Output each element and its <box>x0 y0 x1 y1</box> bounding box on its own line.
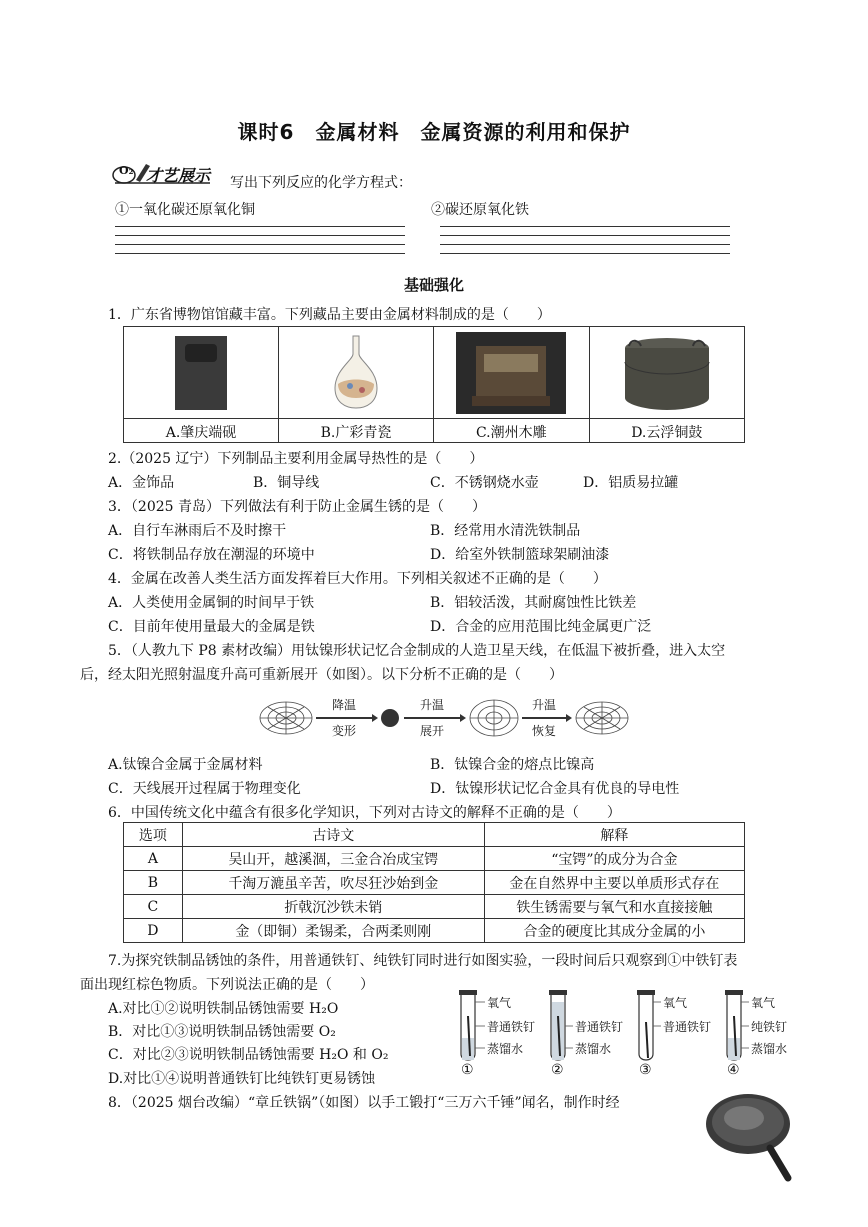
q2-option-a: A．金饰品 <box>108 475 175 491</box>
q6-cell: 铁生锈需要与氧气和水直接接触 <box>484 895 744 919</box>
q2-option-d: D．铝质易拉罐 <box>583 475 679 491</box>
badge-text: 才艺展示 <box>146 166 211 185</box>
q6-stem: 6．中国传统文化中蕴含有很多化学知识，下列对古诗文的解释不正确的是（ ） <box>108 805 621 821</box>
tube3-label-oxygen: 氧气 <box>663 996 688 1010</box>
q1-option-a: A.肇庆端砚 <box>124 419 279 443</box>
inkstone-image <box>124 327 279 419</box>
q1-option-c: C.潮州木雕 <box>434 419 590 443</box>
tube4-label-oxygen: 氧气 <box>751 996 776 1010</box>
arrow2-bottom: 展开 <box>420 724 445 738</box>
q6-header-poem: 古诗文 <box>182 823 484 847</box>
arrow3-bottom: 恢复 <box>532 724 557 738</box>
vase-image <box>279 327 434 419</box>
tube2-label-water: 蒸馏水 <box>575 1042 612 1056</box>
q2-stem: 2.（2025 辽宁）下列制品主要利用金属导热性的是（ ） <box>108 451 484 467</box>
tube4-label-water: 蒸馏水 <box>751 1042 788 1056</box>
q6-table <box>123 822 745 943</box>
q6-cell: “宝锷”的成分为合金 <box>484 847 744 871</box>
tube4-number: ④ <box>727 1062 740 1078</box>
q6-cell: 吴山开，越溪涸，三金合冶成宝锷 <box>182 847 484 871</box>
q3-stem: 3．（2025 青岛）下列做法有利于防止金属生锈的是（ ） <box>108 499 486 515</box>
arrow2-top: 升温 <box>420 698 445 712</box>
q5-option-c: C．天线展开过程属于物理变化 <box>108 781 301 797</box>
q7-option-b: B．对比①③说明铁制品锈蚀需要 O₂ <box>108 1024 336 1040</box>
q1-option-b: B.广彩青瓷 <box>279 419 434 443</box>
table-row <box>124 895 745 919</box>
woodcarving-image <box>434 327 590 419</box>
q4-option-b: B．铝较活泼，其耐腐蚀性比铁差 <box>430 595 637 611</box>
tube1-label-oxygen: 氧气 <box>487 996 512 1010</box>
q2-option-c: C．不锈钢烧水壶 <box>430 475 539 491</box>
q7-option-a: A.对比①②说明铁制品锈蚀需要 H₂O <box>108 1001 339 1017</box>
q3-option-a: A．自行车淋雨后不及时擦干 <box>108 523 287 539</box>
talent-prompt: 写出下列反应的化学方程式： <box>230 175 412 191</box>
test-tube-figure <box>455 986 800 1082</box>
q3-option-d: D．给室外铁制篮球架刷油漆 <box>430 547 610 563</box>
arrow1-bottom: 变形 <box>332 724 357 738</box>
tube1-label-nail: 普通铁钉 <box>487 1020 536 1034</box>
arrow1-top: 降温 <box>332 698 357 712</box>
q4-option-a: A．人类使用金属铜的时间早于铁 <box>108 595 315 611</box>
q4-stem: 4．金属在改善人类生活方面发挥着巨大作用。下列相关叙述不正确的是（ ） <box>108 571 607 587</box>
q5-stem-line2: 后，经太阳光照射温度升高可重新展开（如图）。以下分析不正确的是（ ） <box>80 667 563 683</box>
talent-item-2: ②碳还原氧化铁 <box>431 202 529 218</box>
q5-option-a: A.钛镍合金属于金属材料 <box>108 757 263 773</box>
q5-option-b: B．钛镍合金的熔点比镍高 <box>430 757 595 773</box>
q6-cell: A <box>124 847 183 871</box>
talent-badge <box>110 160 220 186</box>
q3-option-c: C．将铁制品存放在潮湿的环境中 <box>108 547 315 563</box>
table-row <box>124 871 745 895</box>
q7-option-c: C．对比②③说明铁制品锈蚀需要 H₂O 和 O₂ <box>108 1047 389 1063</box>
wok-image <box>700 1088 800 1184</box>
q1-option-d: D.云浮铜鼓 <box>589 419 744 443</box>
q6-cell: B <box>124 871 183 895</box>
q6-cell: 折戟沉沙铁未销 <box>182 895 484 919</box>
vase-icon <box>326 332 386 414</box>
antenna-diagram <box>258 690 630 744</box>
q6-header-explain: 解释 <box>484 823 744 847</box>
table-row <box>124 919 745 943</box>
arrow3-top: 升温 <box>532 698 557 712</box>
section-title: 基础强化 <box>403 276 464 294</box>
q3-option-b: B．经常用水清洗铁制品 <box>430 523 581 539</box>
q7-stem-line1: 7.为探究铁制品锈蚀的条件，用普通铁钉、纯铁钉同时进行如图实验，一段时间后只观察到①中铁钉表 <box>108 953 738 969</box>
table-row <box>124 847 745 871</box>
q4-option-c: C．目前年使用量最大的金属是铁 <box>108 619 315 635</box>
q4-option-d: D．合金的应用范围比纯金属更广泛 <box>430 619 652 635</box>
q6-cell: C <box>124 895 183 919</box>
wok-icon <box>700 1088 800 1184</box>
talent-item-1: ①一氧化碳还原氧化铜 <box>115 202 255 218</box>
q6-header-option: 选项 <box>124 823 183 847</box>
q7-option-d: D.对比①④说明普通铁钉比纯铁钉更易锈蚀 <box>108 1071 376 1087</box>
q6-cell: 金（即铜）柔锡柔，合两柔则刚 <box>182 919 484 943</box>
tube2-number: ② <box>551 1062 564 1078</box>
inkstone-icon <box>171 332 231 414</box>
q7-stem-line2: 面出现红棕色物质。下列说法正确的是（ ） <box>80 977 374 993</box>
bronze-drum-image <box>589 327 744 419</box>
q8-stem: 8．（2025 烟台改编）“章丘铁锅”（如图）以手工锻打“三万六千锤”闻名，制作时经 <box>108 1095 620 1111</box>
q1-table <box>123 326 745 443</box>
q5-stem-line1: 5．（人教九下 P8 素材改编）用钛镍形状记忆合金制成的人造卫星天线，在低温下被折叠，进入太空 <box>108 643 726 659</box>
woodcarving-icon <box>456 332 566 414</box>
tube1-label-water: 蒸馏水 <box>487 1042 524 1056</box>
page-title: 课时6 金属材料 金属资源的利用和保护 <box>237 120 631 144</box>
q1-stem: 1．广东省博物馆馆藏丰富。下列藏品主要由金属材料制成的是（ ） <box>108 307 551 323</box>
q6-cell: 千淘万漉虽辛苦，吹尽狂沙始到金 <box>182 871 484 895</box>
q2-option-b: B．铜导线 <box>253 475 320 491</box>
o2-label: O₂ <box>119 164 134 177</box>
tube3-number: ③ <box>639 1062 652 1078</box>
q6-cell: D <box>124 919 183 943</box>
q6-cell: 金在自然界中主要以单质形式存在 <box>484 871 744 895</box>
tube4-label-nail: 纯铁钉 <box>751 1020 788 1034</box>
tube3-label-nail: 普通铁钉 <box>663 1020 712 1034</box>
tube2-label-nail: 普通铁钉 <box>575 1020 624 1034</box>
q6-cell: 合金的硬度比其成分金属的小 <box>484 919 744 943</box>
q5-option-d: D．钛镍形状记忆合金具有优良的导电性 <box>430 781 680 797</box>
bronze-drum-icon <box>617 332 717 414</box>
tube1-number: ① <box>461 1062 474 1078</box>
